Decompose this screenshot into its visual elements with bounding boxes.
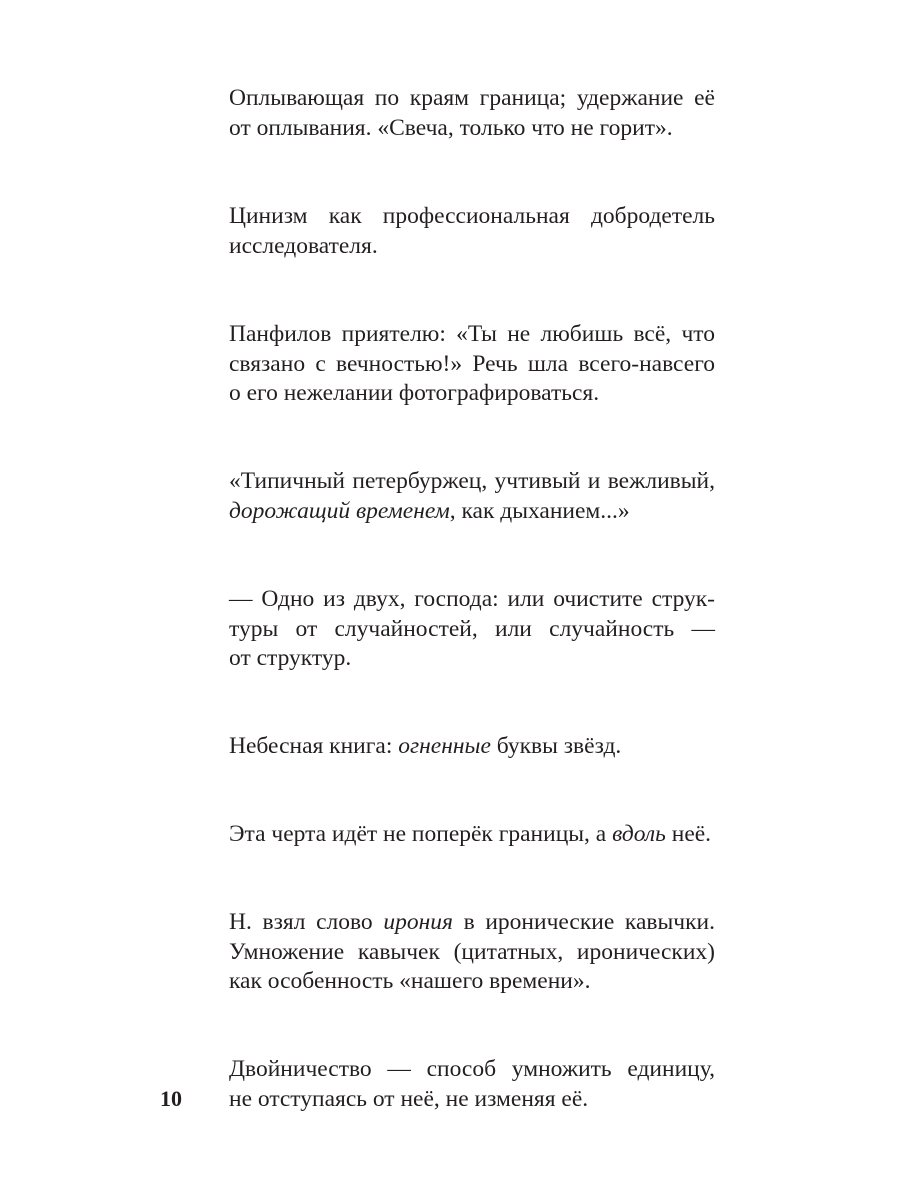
paragraph-7-text-end: неё. <box>665 821 712 847</box>
paragraph-5-line-1: — Одно из двух, господа: или очистите струк- <box>229 586 715 612</box>
paragraph-8 <box>229 908 715 997</box>
paragraph-8-line-3: как особенность «нашего времени». <box>229 968 591 994</box>
paragraph-5-line-3: от структур. <box>229 645 352 671</box>
paragraph-9 <box>229 1055 715 1114</box>
paragraph-7-line-1 <box>229 820 715 850</box>
paragraph-9-line-1: Двойничество — способ умножить единицу, <box>229 1056 715 1082</box>
paragraph-9-line-2: не отступаясь от неё, не изменяя её. <box>229 1085 589 1112</box>
paragraph-1-line-1: Оплывающая по краям граница; удержание её <box>229 85 715 111</box>
paragraph-1-line-2: от оплывания. «Свеча, только что не горит». <box>229 114 673 141</box>
paragraph-8-line-1 <box>229 908 715 938</box>
italic-phrase-dorozhashchiy-vremenem: дорожащий временем <box>229 497 450 524</box>
paragraph-2-line-1: Цинизм как профессиональная добродетель <box>229 203 715 229</box>
paragraph-5 <box>229 585 715 674</box>
page-number: 10 <box>160 1086 182 1111</box>
italic-word-ognennye: огненные <box>398 733 491 759</box>
paragraph-4 <box>229 467 715 526</box>
paragraph-6 <box>229 732 715 762</box>
paragraph-2 <box>229 202 715 261</box>
paragraph-7 <box>229 820 715 850</box>
paragraph-5-line-2: туры от случайностей, или случайность — <box>229 615 715 642</box>
paragraph-2-line-2: исследователя. <box>229 232 378 259</box>
paragraph-6-text-end: буквы звёзд. <box>490 733 622 759</box>
italic-word-ironiya: ирония <box>383 909 453 935</box>
paragraph-3 <box>229 320 715 409</box>
paragraph-7-text-start: Эта черта идёт не поперёк границы, а <box>229 821 613 847</box>
paragraph-3-line-3: о его нежелании фотографироваться. <box>229 380 600 406</box>
paragraph-3-line-2: связано с вечностью!» Речь шла всего-навсего <box>229 350 715 377</box>
paragraph-4-line-2-rest: , как дыханием...» <box>449 497 630 524</box>
paragraph-4-line-2 <box>229 497 715 527</box>
paragraph-3-line-1: Панфилов приятелю: «Ты не любишь всё, что <box>229 321 715 347</box>
italic-word-vdol: вдоль <box>612 821 666 847</box>
paragraph-8-line-2: Умножение кавычек (цитатных, иронических) <box>229 938 715 965</box>
paragraph-6-text-start: Небесная книга: <box>229 733 399 759</box>
paragraph-8-text-start: Н. взял слово <box>229 909 384 935</box>
paragraph-1 <box>229 84 715 143</box>
paragraph-8-text-end: в иронические кавычки. <box>452 909 715 935</box>
paragraph-4-line-1: «Типичный петербуржец, учтивый и вежливый, <box>229 468 715 494</box>
paragraph-6-line-1 <box>229 732 715 762</box>
